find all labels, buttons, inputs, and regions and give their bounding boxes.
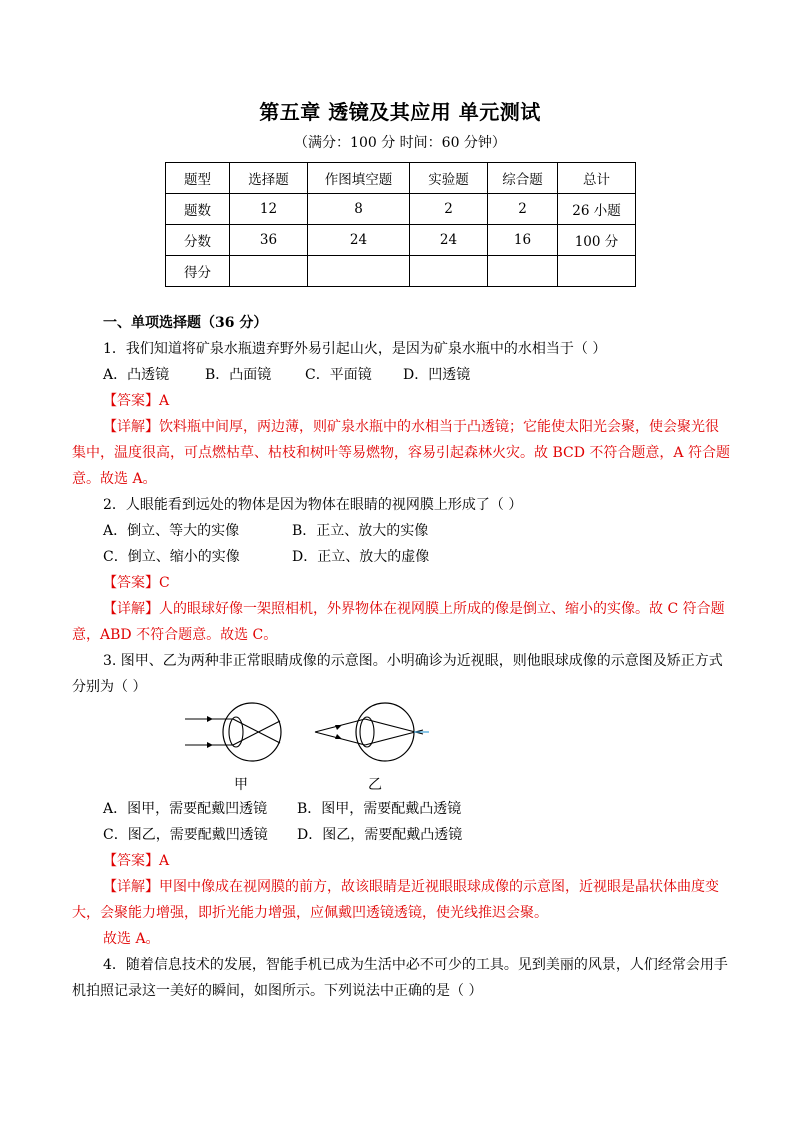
table-cell: 8 — [308, 194, 410, 225]
eye-figure-a — [185, 703, 281, 761]
section-heading: 一、单项选择题（36 分） — [103, 315, 268, 331]
question-4-stem-cont: 机拍照记录这一美好的瞬间，如图所示。下列说法中正确的是（ ） — [72, 983, 483, 999]
q1-answer: 【答案】A — [103, 393, 170, 409]
table-cell: 得分 — [166, 256, 230, 287]
table-cell: 24 — [308, 225, 410, 256]
q2-option-c: C．倒立、缩小的实像 — [103, 549, 240, 565]
question-1-stem: 1．我们知道将矿泉水瓶遗弃野外易引起山火，是因为矿泉水瓶中的水相当于（ ） — [103, 341, 607, 357]
q1-option-b: B．凸面镜 — [205, 367, 272, 383]
score-input-cell — [230, 256, 308, 287]
question-3-stem-cont: 分别为（ ） — [72, 679, 147, 695]
q1-detail-cont: 意。故选 A。 — [72, 471, 157, 487]
q3-option-d: D．图乙，需要配戴凸透镜 — [297, 827, 463, 843]
q2-detail-cont: 意，ABD 不符合题意。故选 C。 — [72, 627, 278, 643]
table-cell: 24 — [410, 225, 488, 256]
table-cell: 综合题 — [488, 163, 558, 194]
score-input-cell — [558, 256, 636, 287]
q2-option-b: B．正立、放大的实像 — [292, 523, 429, 539]
q2-option-d: D．正立、放大的虚像 — [292, 549, 430, 565]
table-cell: 100 分 — [558, 225, 636, 256]
score-input-cell — [410, 256, 488, 287]
document-subtitle: （满分：100 分 时间：60 分钟） — [294, 135, 506, 151]
q3-option-c: C．图乙，需要配戴凹透镜 — [103, 827, 268, 843]
table-cell: 2 — [488, 194, 558, 225]
question-3-stem: 3. 图甲、乙为两种非正常眼睛成像的示意图。小明确诊为近视眼，则他眼球成像的示意图及矫正方式 — [103, 653, 723, 669]
q2-answer: 【答案】C — [103, 575, 170, 591]
figure-label-b: 乙 — [368, 777, 382, 793]
q3-option-a: A．图甲，需要配戴凹透镜 — [103, 801, 268, 817]
table-cell: 12 — [230, 194, 308, 225]
q3-detail-cont: 故选 A。 — [103, 931, 160, 947]
question-4-stem: 4．随着信息技术的发展，智能手机已成为生活中必不可少的工具。见到美丽的风景，人们经常会用手 — [103, 957, 728, 973]
table-cell: 题数 — [166, 194, 230, 225]
q1-detail: 【详解】饮料瓶中间厚，两边薄，则矿泉水瓶中的水相当于凸透镜；它能使太阳光会聚，使会聚光很 — [103, 419, 719, 435]
table-cell: 2 — [410, 194, 488, 225]
table-cell: 36 — [230, 225, 308, 256]
eye-figure-b — [315, 703, 429, 761]
q3-detail-cont: 大，会聚能力增强，即折光能力增强，应佩戴凹透镜透镜，使光线推迟会聚。 — [72, 905, 548, 921]
table-row — [166, 256, 636, 287]
q1-detail-cont: 集中，温度很高，可点燃枯草、枯枝和树叶等易燃物，容易引起森林火灾。故 BCD 不符合题意，A 符合题 — [72, 445, 730, 461]
score-input-cell — [308, 256, 410, 287]
table-cell: 分数 — [166, 225, 230, 256]
table-cell: 作图填空题 — [308, 163, 410, 194]
q2-option-a: A．倒立、等大的实像 — [103, 523, 240, 539]
q2-detail: 【详解】人的眼球好像一架照相机，外界物体在视网膜上所成的像是倒立、缩小的实像。故 C 符合题 — [103, 601, 725, 617]
figure-label-a: 甲 — [234, 777, 248, 793]
q1-option-d: D．凹透镜 — [403, 367, 471, 383]
table-cell: 实验题 — [410, 163, 488, 194]
table-row — [166, 225, 636, 256]
q3-answer: 【答案】A — [103, 853, 170, 869]
table-cell: 总计 — [558, 163, 636, 194]
table-cell: 题型 — [166, 163, 230, 194]
score-table — [165, 162, 636, 287]
eye-diagram — [185, 700, 445, 790]
q1-option-a: A．凸透镜 — [103, 367, 170, 383]
score-input-cell — [488, 256, 558, 287]
table-cell: 26 小题 — [558, 194, 636, 225]
document-title: 第五章 透镜及其应用 单元测试 — [259, 100, 541, 124]
table-row — [166, 163, 636, 194]
q3-detail: 【详解】甲图中像成在视网膜的前方，故该眼睛是近视眼眼球成像的示意图，近视眼是晶状体曲度变 — [103, 879, 719, 895]
table-row — [166, 194, 636, 225]
question-2-stem: 2．人眼能看到远处的物体是因为物体在眼睛的视网膜上形成了（ ） — [103, 497, 523, 513]
q3-option-b: B．图甲，需要配戴凸透镜 — [297, 801, 462, 817]
table-cell: 选择题 — [230, 163, 308, 194]
q1-option-c: C．平面镜 — [305, 367, 372, 383]
table-cell: 16 — [488, 225, 558, 256]
